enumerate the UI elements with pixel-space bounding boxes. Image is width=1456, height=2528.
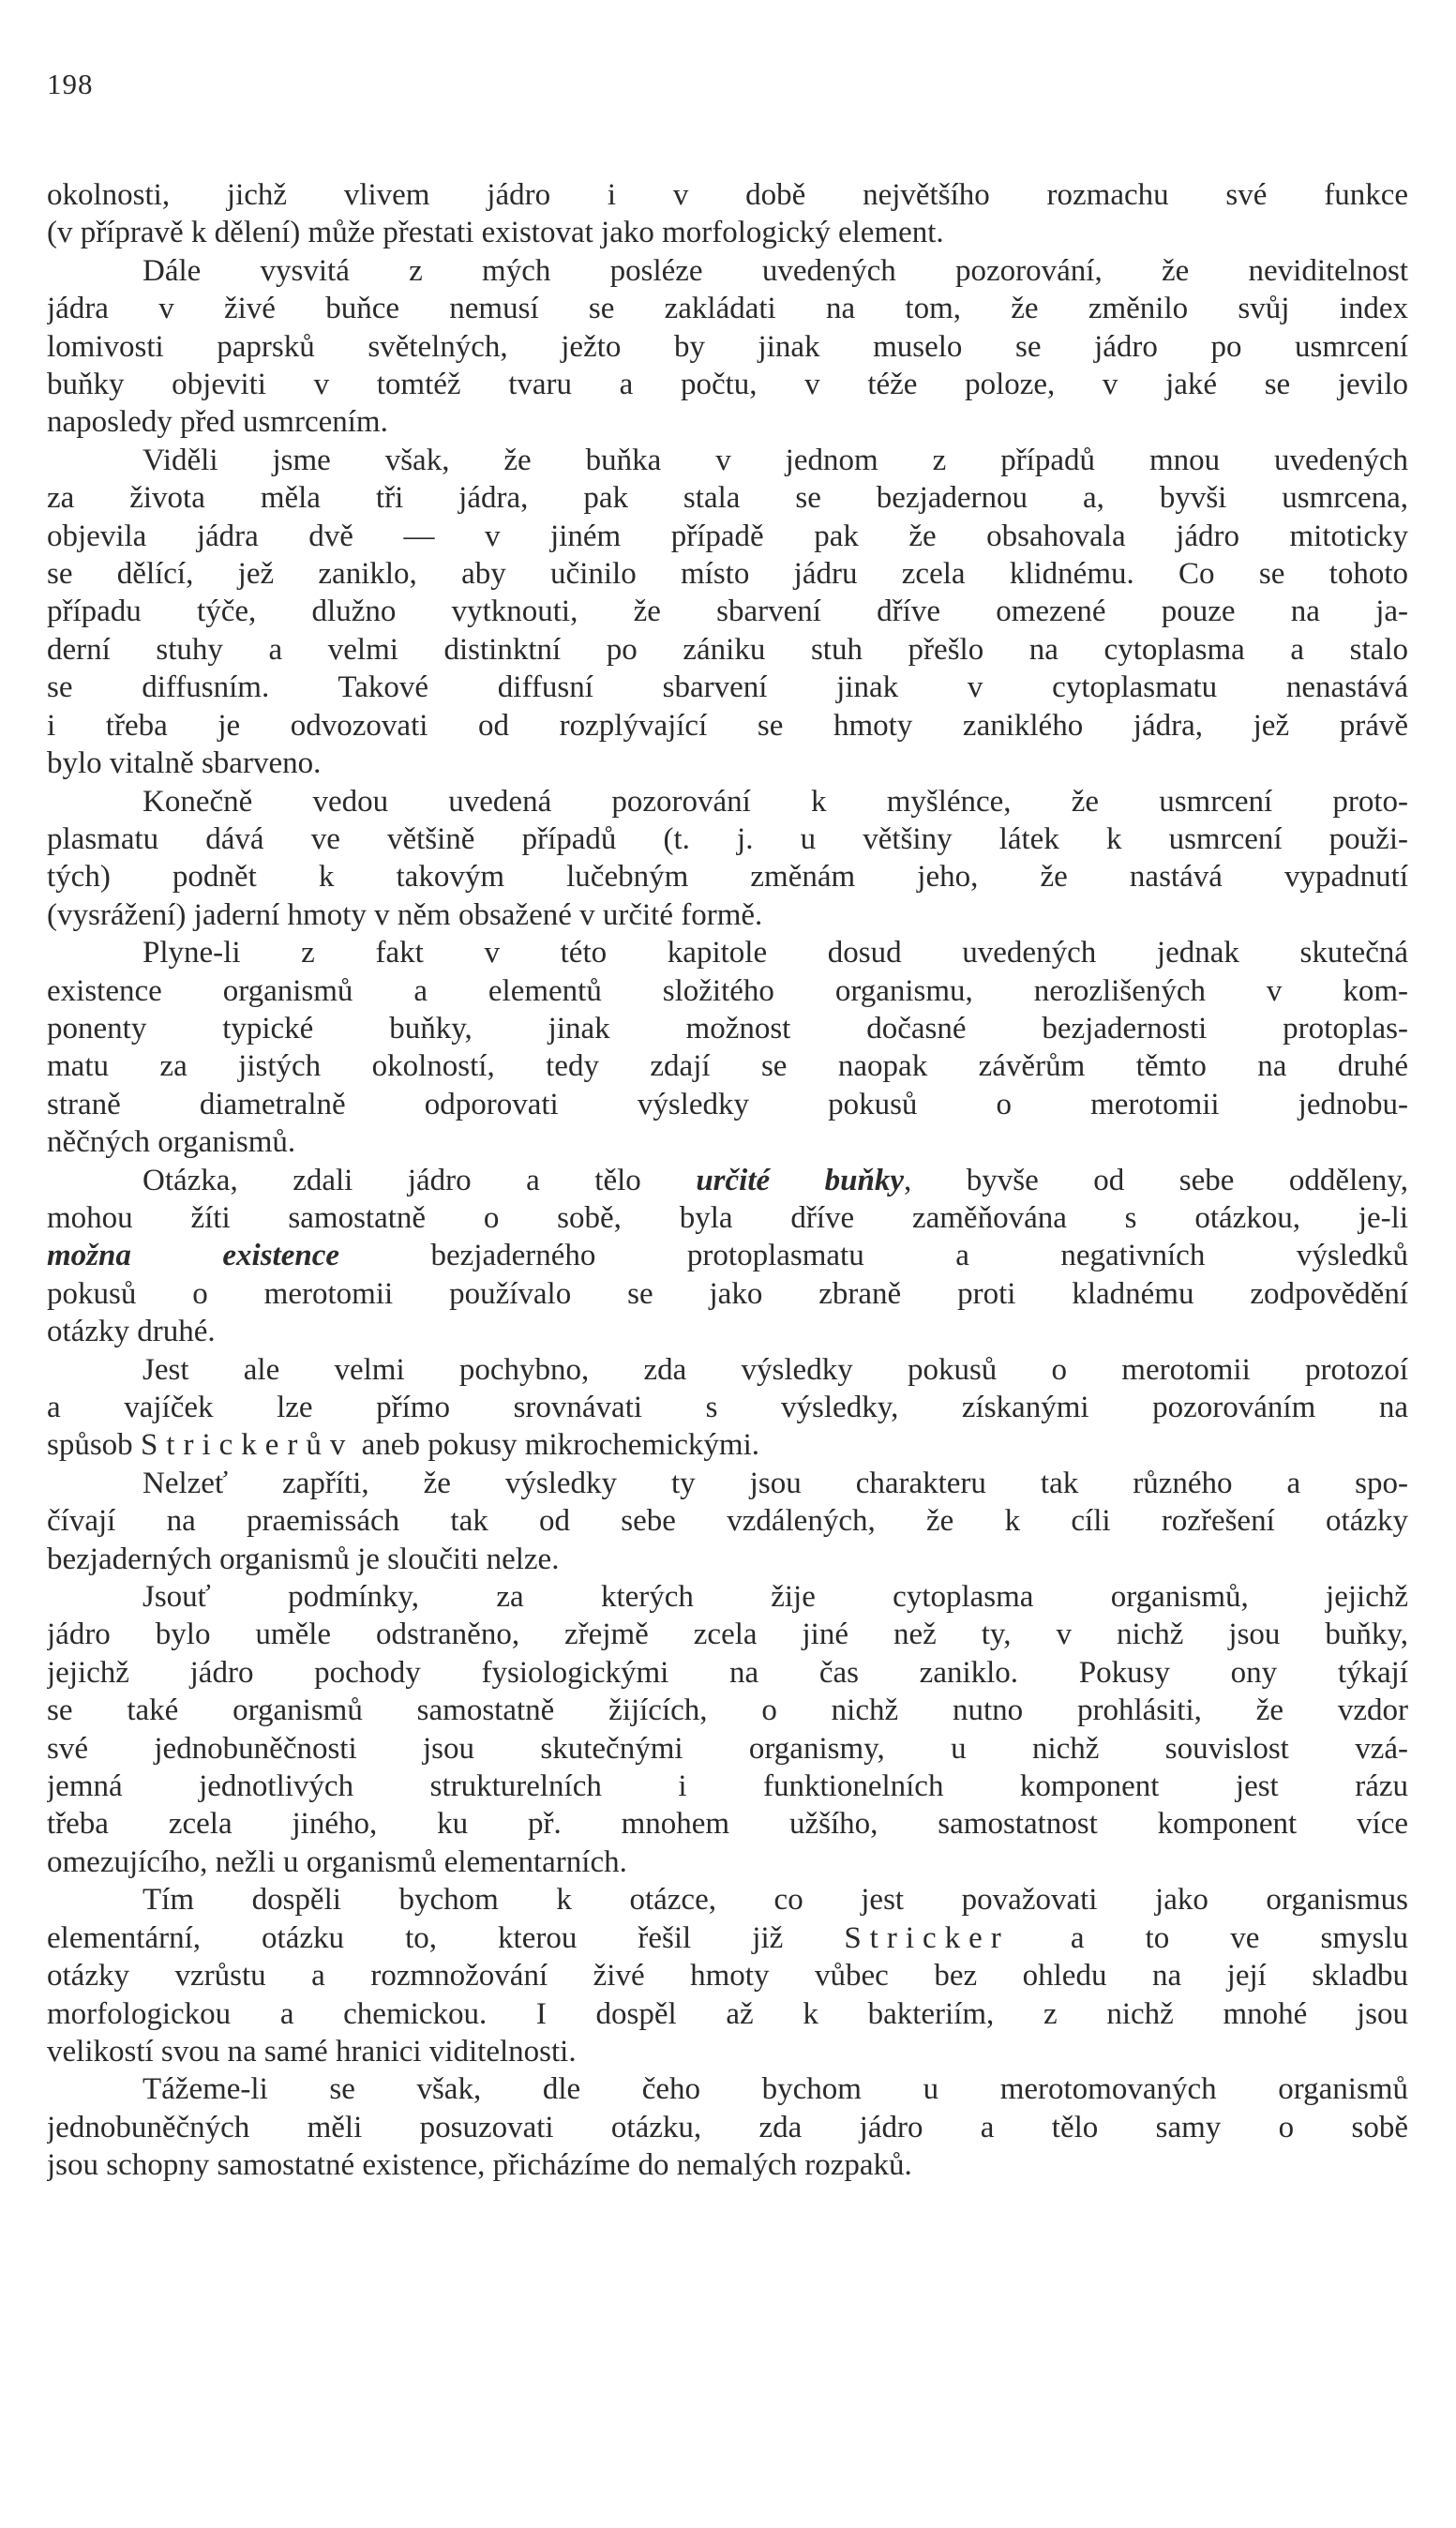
spaced-name: Stricker [844, 1920, 1010, 1955]
text-line: třeba zcela jiného, ku př. mnohem užšího, samostatnost komponent více [47, 1807, 1408, 1842]
text-line: otázky vzrůstu a rozmnožování živé hmoty vůbec bez ohledu na její skladbu [47, 1959, 1408, 1994]
text-line: jejichž jádro pochody fysiologickými na čas zaniklo. Pokusy ony týkají [47, 1655, 1408, 1690]
paragraph [47, 783, 1408, 935]
text-line: i třeba je odvozovati od rozplývající se hmoty zaniklého jádra, jež právě [47, 708, 1408, 743]
text-line: Dále vysvitá z mých posléze uvedených pozorování, že neviditelnost [143, 253, 1408, 288]
text-line: Plyne-li z fakt v této kapitole dosud uvedených jednak skutečná [143, 936, 1408, 971]
text-line: elementární, otázku to, kterou řešil již Stricker a to ve smyslu [47, 1920, 1408, 1955]
text-line: okolnosti, jichž vlivem jádro i v době největšího rozmachu své funkce [47, 178, 1408, 212]
paragraph [47, 442, 1408, 783]
text-line: něčných organismů. [47, 1125, 296, 1160]
text-line: otázky druhé. [47, 1315, 216, 1349]
text-line: mohou žíti samostatně o sobě, byla dříve zaměňována s otázkou, je-li [47, 1200, 1408, 1235]
paragraph [47, 252, 1408, 442]
paragraph [47, 1881, 1408, 2070]
text-line: (vysrážení) jaderní hmoty v něm obsažené v určité formě. [47, 897, 763, 932]
text-line: za života měla tři jádra, pak stala se bezjadernou a, byvši usmrcena, [47, 481, 1408, 516]
emphasis-text: možna existence [47, 1239, 339, 1273]
text-line: ponenty typické buňky, jinak možnost dočasné bezjadernosti protoplas- [47, 1011, 1408, 1046]
page-number: 198 [47, 68, 94, 100]
text-line: straně diametralně odporovati výsledky pokusů o merotomii jednobu- [47, 1087, 1408, 1121]
spaced-name: Strickerův [140, 1428, 354, 1463]
text-line: objevila jádra dvě — v jiném případě pak že obsahovala jádro mitoticky [47, 519, 1408, 553]
text-line: (v přípravě k dělení) může přestati existovat jako morfologický element. [47, 216, 944, 250]
text-line: naposledy před usmrcením. [47, 405, 388, 440]
text-line: jádra v živé buňce nemusí se zakládati na tom, že změnilo svůj index [47, 292, 1408, 326]
text-line: jádro bylo uměle odstraněno, zřejmě zcela jiné než ty, v nichž jsou buňky, [47, 1618, 1408, 1652]
text-line: jsou schopny samostatné existence, přicházíme do nemalých rozpaků. [47, 2148, 912, 2183]
text-line: Tím dospěli bychom k otázce, co jest považovati jako organismus [143, 1883, 1408, 1918]
text-line: jemná jednotlivých strukturelních i funktionelních komponent jest rázu [47, 1769, 1408, 1804]
text-line: se dělící, jež zaniklo, aby učinilo místo jádru zcela klidnému. Co se tohoto [47, 557, 1408, 592]
text-line: velikostí svou na samé hranici viditelnosti. [47, 2034, 577, 2069]
paragraph [47, 1351, 1408, 1465]
paragraph [47, 2070, 1408, 2184]
text-line: možna existence bezjaderného protoplasmatu a negativních výsledků [47, 1239, 1408, 1273]
body-text [47, 176, 1408, 2185]
text-line: matu za jistých okolností, tedy zdají se naopak závěrům těmto na druhé [47, 1049, 1408, 1084]
text-line: spůsob Strickerův aneb pokusy mikrochemickými. [47, 1428, 759, 1463]
paragraph [47, 1162, 1408, 1351]
text-line: a vajíček lze přímo srovnávati s výsledky, získanými pozorováním na [47, 1391, 1408, 1424]
paragraph [47, 1465, 1408, 1578]
text-line: jednobuněčných měli posuzovati otázku, zda jádro a tělo samy o sobě [47, 2110, 1408, 2144]
text-line: své jednobuněčnosti jsou skutečnými organismy, u nichž souvislost vzá- [47, 1731, 1408, 1766]
text-line: Tážeme-li se však, dle čeho bychom u merotomovaných organismů [143, 2072, 1408, 2107]
text-line: případu týče, dlužno vytknouti, že sbarvení dříve omezené pouze na ja- [47, 594, 1408, 629]
emphasis-text: určité buňky [696, 1163, 905, 1197]
text-line: bylo vitalně sbarveno. [47, 746, 322, 781]
text-line: se také organismů samostatně žijících, o nichž nutno prohlásiti, že vzdor [47, 1693, 1408, 1728]
text-line: Konečně vedou uvedená pozorování k myšlénce, že usmrcení proto- [143, 784, 1408, 819]
text-line: Viděli jsme však, že buňka v jednom z případů mnou uvedených [143, 443, 1408, 477]
paragraph [47, 1578, 1408, 1881]
text-line: plasmatu dává ve většině případů (t. j. u většiny látek k usmrcení použi- [47, 821, 1408, 856]
text-line: derní stuhy a velmi distinktní po zániku stuh přešlo na cytoplasma a stalo [47, 632, 1408, 667]
text-line: Otázka, zdali jádro a tělo určité buňky, byvše od sebe odděleny, [143, 1163, 1408, 1197]
text-line: morfologickou a chemickou. I dospěl až k bakteriím, z nichž mnohé jsou [47, 1996, 1408, 2031]
text-line: Jsouť podmínky, za kterých žije cytoplasma organismů, jejichž [143, 1580, 1408, 1615]
text-line: čívají na praemissách tak od sebe vzdálených, že k cíli rozřešení otázky [47, 1504, 1408, 1539]
text-line: buňky objeviti v tomtéž tvaru a počtu, v téže poloze, v jaké se jevilo [47, 368, 1408, 402]
text-line: bezjaderných organismů je sloučiti nelze. [47, 1542, 560, 1576]
text-line: Jest ale velmi pochybno, zda výsledky pokusů o merotomii protozoí [143, 1352, 1408, 1387]
text-line: Nelzeť zapříti, že výsledky ty jsou charakteru tak různého a spo- [143, 1466, 1408, 1500]
text-line: pokusů o merotomii používalo se jako zbraně proti kladnému zodpovědění [47, 1276, 1408, 1311]
text-line: existence organismů a elementů složitého organismu, nerozlišených v kom- [47, 973, 1408, 1008]
text-line: omezujícího, nežli u organismů elementarních. [47, 1844, 627, 1879]
text-line: se diffusním. Takové diffusní sbarvení jinak v cytoplasmatu nenastává [47, 670, 1408, 705]
text-line: tých) podnět k takovým lučebným změnám jeho, že nastává vypadnutí [47, 860, 1408, 895]
paragraph [47, 176, 1408, 252]
paragraph [47, 934, 1408, 1161]
text-line: lomivosti paprsků světelných, ježto by jinak muselo se jádro po usmrcení [47, 329, 1408, 364]
